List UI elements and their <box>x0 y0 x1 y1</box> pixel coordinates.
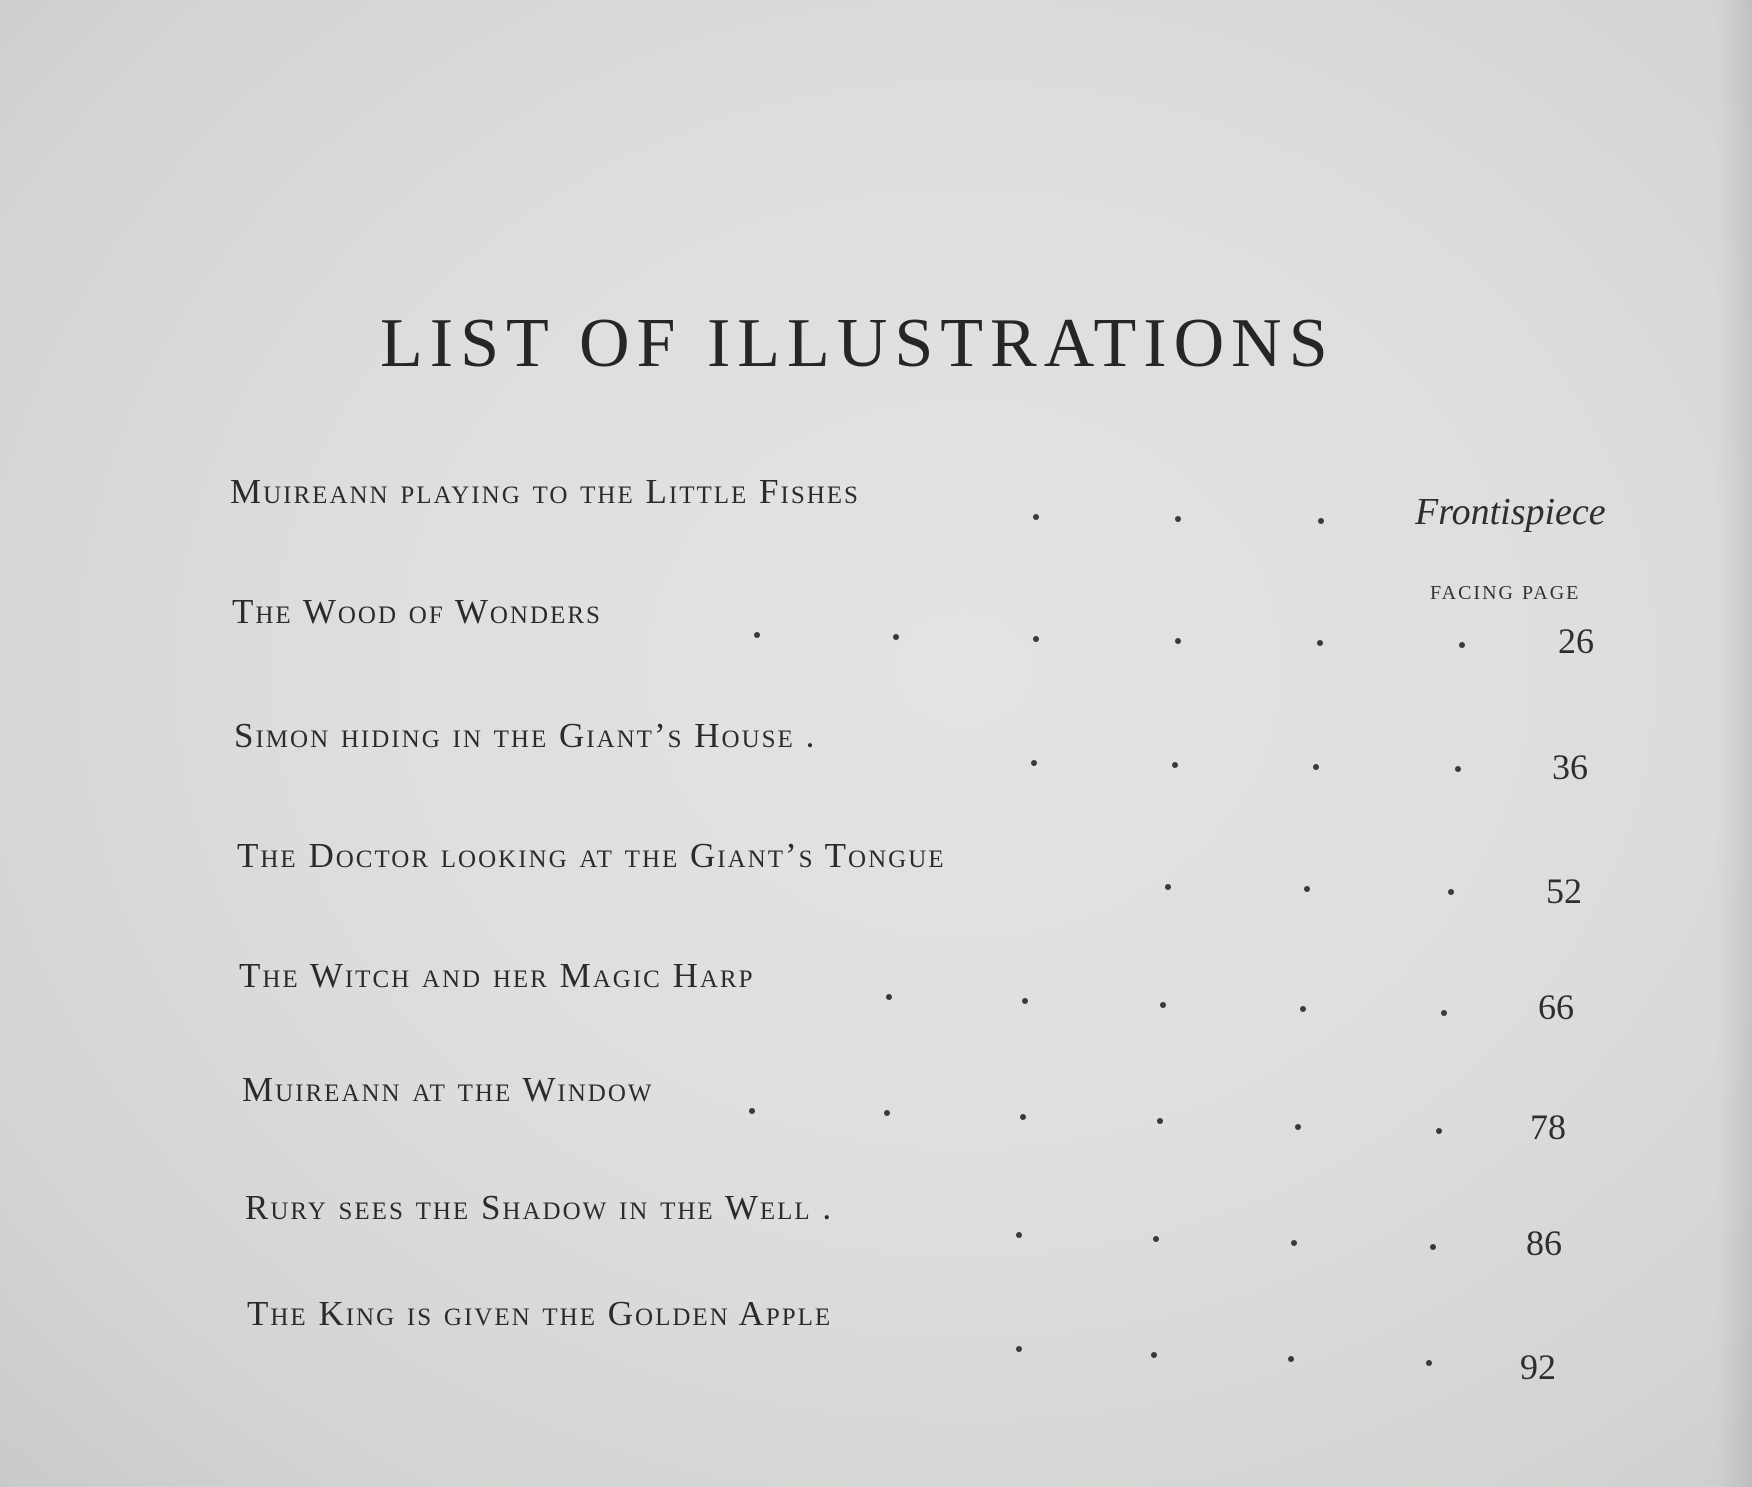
leader-dot <box>754 632 760 638</box>
facing-page-label: FACING PAGE <box>1430 582 1581 604</box>
leader-dot <box>1426 1360 1432 1366</box>
leader-dot <box>1033 514 1039 520</box>
leader-dot <box>1300 1006 1306 1012</box>
entry-6-page: 78 <box>1530 1107 1566 1147</box>
leader-dot <box>1313 764 1319 770</box>
leader-dot <box>1175 638 1181 644</box>
entry-5-page: 66 <box>1538 987 1574 1027</box>
leader-dot <box>1033 636 1039 642</box>
leader-dot <box>1455 766 1461 772</box>
entry-4-title: The Doctor looking at the Giant’s Tongue <box>237 836 946 875</box>
entry-7-title: Rury sees the Shadow in the Well . <box>245 1188 834 1227</box>
entry-7-page: 86 <box>1526 1223 1562 1263</box>
leader-dot <box>1291 1240 1297 1246</box>
leader-dot <box>1317 640 1323 646</box>
leader-dot <box>1459 642 1465 648</box>
entry-1-title: Muireann playing to the Little Fishes <box>230 472 860 511</box>
entry-8-title: The King is given the Golden Apple <box>247 1294 833 1333</box>
leader-dot <box>1304 886 1310 892</box>
page-title: LIST OF ILLUSTRATIONS <box>380 305 1335 382</box>
leader-dot <box>1160 1002 1166 1008</box>
leader-dot <box>884 1110 890 1116</box>
leader-dot <box>1288 1356 1294 1362</box>
leader-dot <box>1157 1118 1163 1124</box>
entry-6-title: Muireann at the Window <box>242 1070 654 1109</box>
leader-dot <box>1436 1128 1442 1134</box>
leader-dot <box>1016 1346 1022 1352</box>
leader-dot <box>1153 1236 1159 1242</box>
leader-dot <box>1151 1352 1157 1358</box>
leader-dot <box>1430 1244 1436 1250</box>
leader-dot <box>893 634 899 640</box>
leader-dot <box>1031 760 1037 766</box>
leader-dot <box>1448 889 1454 895</box>
entry-3-title: Simon hiding in the Giant’s House . <box>234 716 817 755</box>
entry-2-page: 26 <box>1558 621 1594 661</box>
leader-dot <box>1022 998 1028 1004</box>
leader-dot <box>749 1108 755 1114</box>
leader-dot <box>1016 1232 1022 1238</box>
entry-3-page: 36 <box>1552 747 1588 787</box>
entry-5-title: The Witch and her Magic Harp <box>239 956 755 995</box>
leader-dot <box>1318 518 1324 524</box>
entry-1-page: Frontispiece <box>1415 491 1606 533</box>
leader-dot <box>1172 762 1178 768</box>
leader-dot <box>1175 516 1181 522</box>
entry-8-page: 92 <box>1520 1347 1556 1387</box>
page-edge-shadow <box>1716 0 1752 1487</box>
leader-dot <box>886 994 892 1000</box>
entry-4-page: 52 <box>1546 871 1582 911</box>
leader-dot <box>1020 1114 1026 1120</box>
leader-dot <box>1441 1010 1447 1016</box>
leader-dot <box>1165 884 1171 890</box>
entry-2-title: The Wood of Wonders <box>232 592 602 631</box>
leader-dot <box>1295 1124 1301 1130</box>
